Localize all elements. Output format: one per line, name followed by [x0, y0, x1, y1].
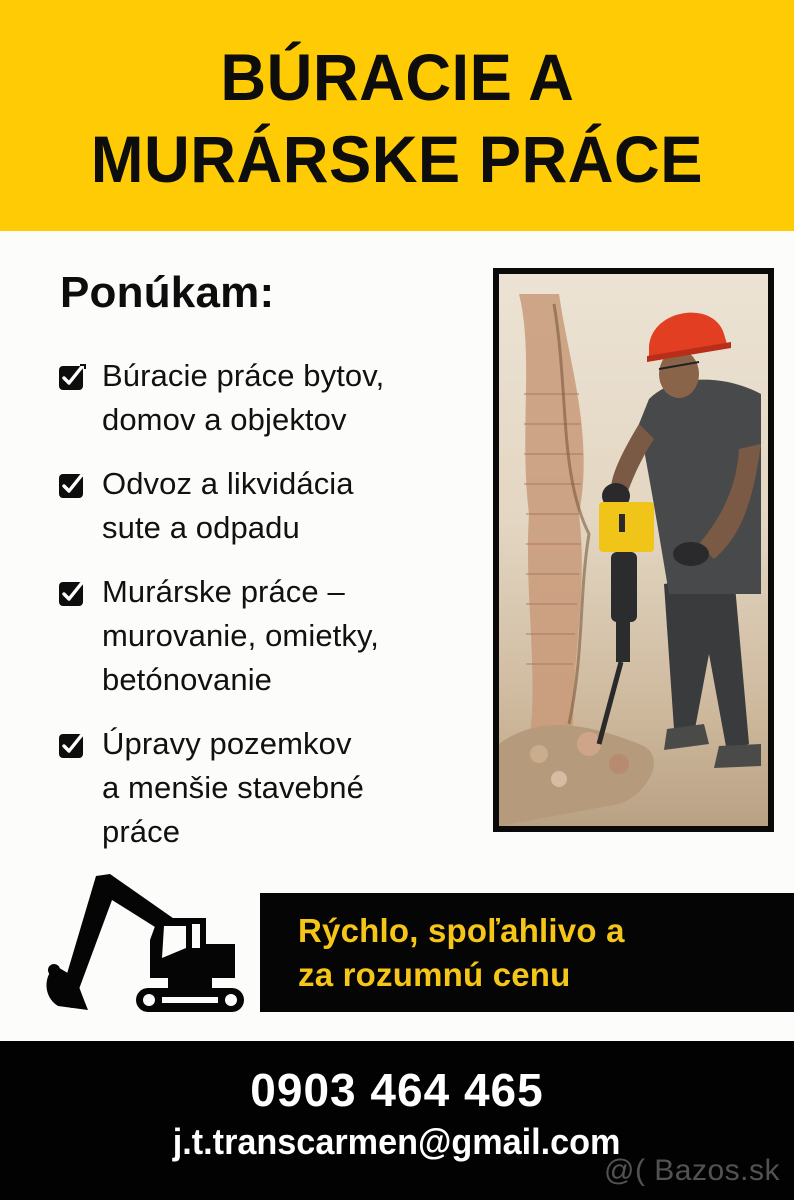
tagline-banner — [260, 893, 794, 1012]
service-item — [58, 570, 478, 702]
checkbox-checked-icon — [58, 579, 86, 607]
phone-number[interactable]: 0903 464 465 — [250, 1064, 544, 1116]
excavator-icon — [40, 870, 245, 1012]
headline-line-1: BÚRACIE A — [219, 39, 574, 114]
worker-photo-frame — [493, 268, 774, 832]
offer-title: Ponúkam: — [60, 268, 275, 317]
service-line: Murárske práce – — [102, 574, 345, 609]
service-line: Úpravy pozemkov — [102, 726, 352, 761]
service-line: a menšie stavebné — [102, 770, 364, 805]
worker-jackhammer-illustration — [499, 274, 768, 826]
bazos-watermark: @( Bazos.sk — [604, 1154, 780, 1187]
service-line: murovanie, omietky, — [102, 618, 379, 653]
service-item — [58, 462, 478, 550]
checkbox-checked-icon — [58, 471, 86, 499]
email-address[interactable]: j.t.transcarmen@gmail.com — [173, 1121, 621, 1162]
service-line: práce — [102, 814, 181, 849]
checkbox-checked-icon — [58, 363, 86, 391]
service-line: sute a odpadu — [102, 510, 300, 545]
services-list — [58, 354, 478, 874]
contact-footer — [0, 1041, 794, 1200]
service-item — [58, 722, 478, 854]
service-line: betónovanie — [102, 662, 273, 697]
service-line: Odvoz a likvidácia — [102, 466, 354, 501]
tagline-line-1: Rýchlo, spoľahlivo a — [298, 911, 625, 949]
header-banner — [0, 0, 794, 231]
worker-photo — [499, 274, 768, 826]
headline-line-2: MURÁRSKE PRÁCE — [90, 121, 704, 196]
service-line: Búracie práce bytov, — [102, 358, 385, 393]
checkbox-checked-icon — [58, 731, 86, 759]
service-item — [58, 354, 478, 442]
tagline-line-2: za rozumnú cenu — [298, 955, 571, 993]
service-line: domov a objektov — [102, 402, 347, 437]
